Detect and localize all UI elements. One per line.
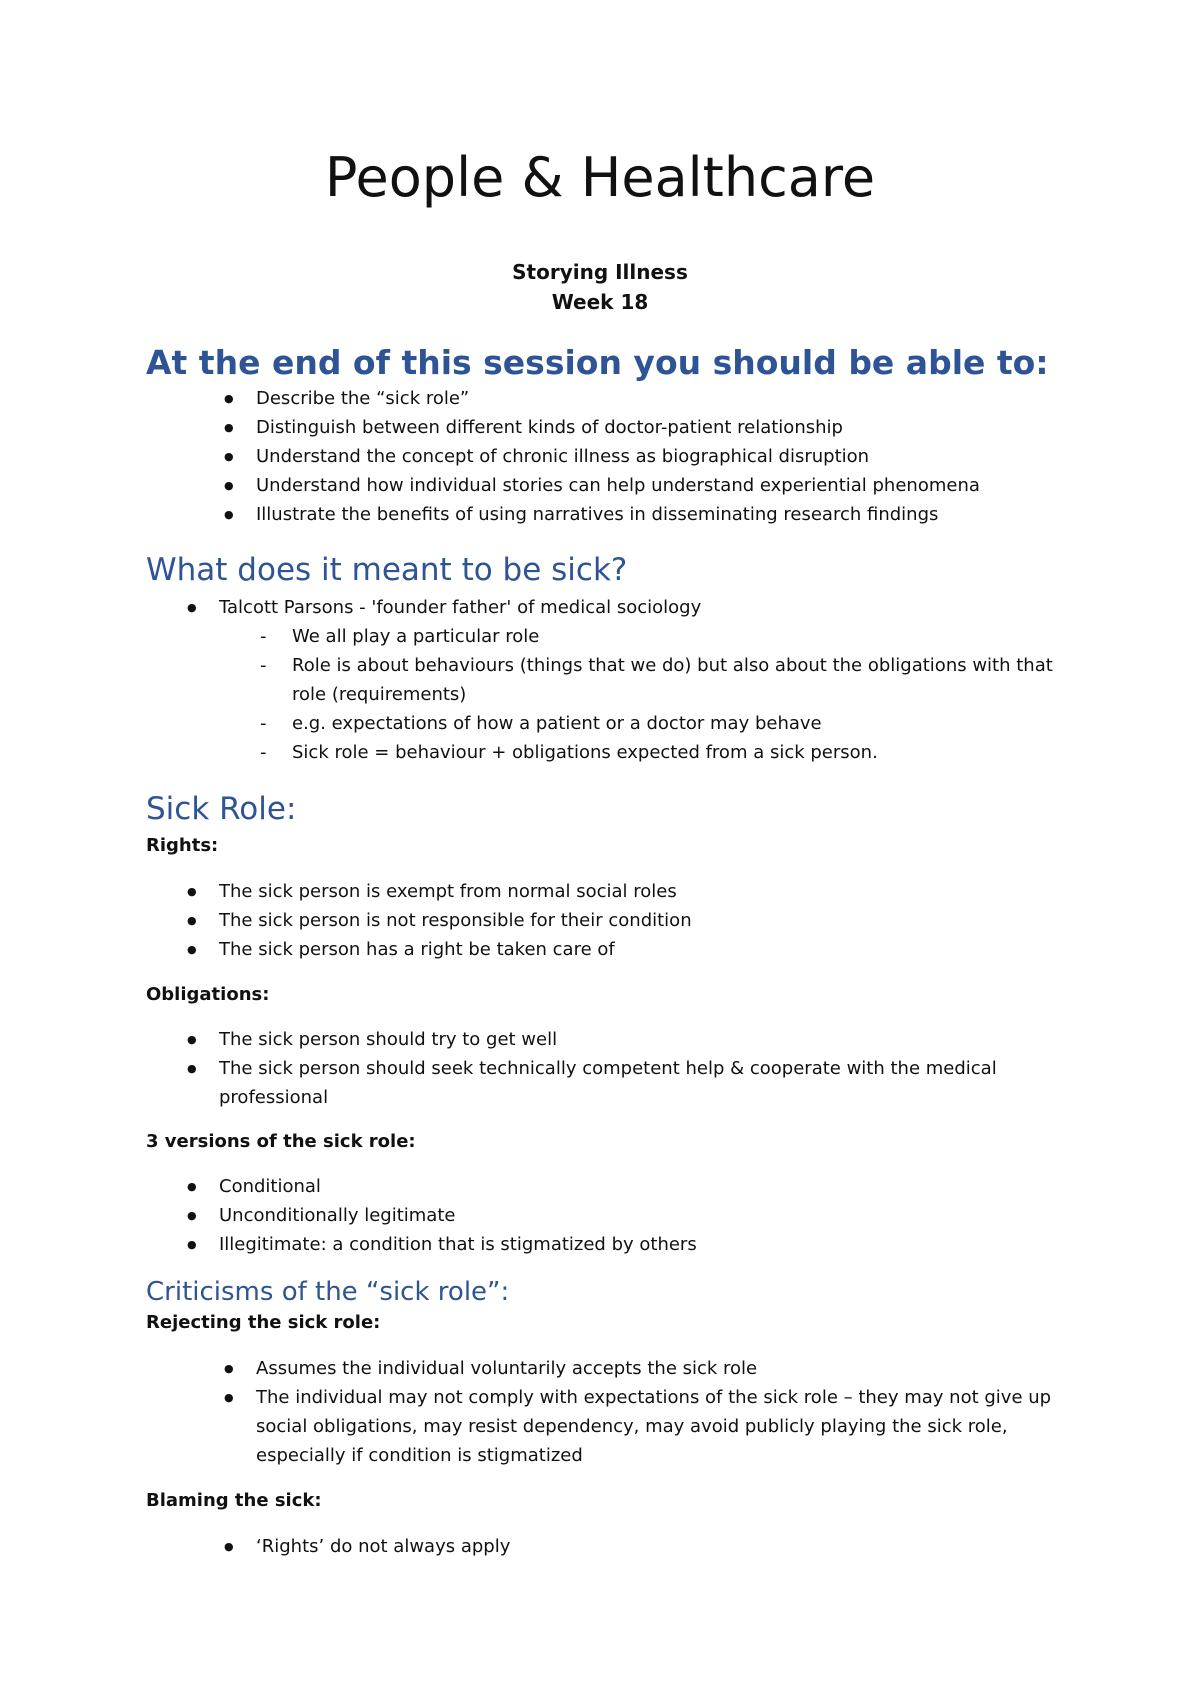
sick-meaning-sublist xyxy=(292,622,1072,767)
list-item: ● The sick person has a right be taken care of xyxy=(219,935,1049,964)
document-title: People & Healthcare xyxy=(324,146,876,209)
rejecting-label: Rejecting the sick role: xyxy=(146,1312,381,1333)
objectives-heading: At the end of this session you should be able to: xyxy=(146,343,1049,382)
list-item: ● Talcott Parsons - 'founder father' of medical sociology xyxy=(219,593,1059,622)
list-item: ● Assumes the individual voluntarily accepts the sick role xyxy=(256,1354,1056,1383)
sick-meaning-list xyxy=(219,593,1059,622)
list-item: ● Understand the concept of chronic illness as biographical disruption xyxy=(256,442,1056,471)
list-item: - Sick role = behaviour + obligations expected from a sick person. xyxy=(292,738,1072,767)
list-item: ● ‘Rights’ do not always apply xyxy=(256,1532,1056,1561)
list-item: ● Conditional xyxy=(219,1172,1049,1201)
obligations-label: Obligations: xyxy=(146,984,270,1005)
sick-meaning-heading: What does it meant to be sick? xyxy=(146,552,628,588)
rejecting-list xyxy=(256,1354,1056,1470)
document-subtitle: Storying Illness xyxy=(512,260,688,284)
criticisms-heading: Criticisms of the “sick role”: xyxy=(146,1277,510,1307)
list-item: ● The sick person should try to get well xyxy=(219,1025,1049,1054)
list-item: ● Illustrate the benefits of using narratives in disseminating research findings xyxy=(256,500,1056,529)
obligations-list xyxy=(219,1025,1049,1112)
blaming-label: Blaming the sick: xyxy=(146,1490,322,1511)
week-label: Week 18 xyxy=(551,290,649,314)
rights-label: Rights: xyxy=(146,835,219,856)
versions-list xyxy=(219,1172,1049,1259)
list-item: ● Understand how individual stories can help understand experiential phenomena xyxy=(256,471,1056,500)
objectives-list xyxy=(256,384,1056,529)
list-item: ● The sick person should seek technically competent help & cooperate with the medical professional xyxy=(219,1054,1049,1112)
list-item: ● Distinguish between different kinds of doctor-patient relationship xyxy=(256,413,1056,442)
list-item: ● Unconditionally legitimate xyxy=(219,1201,1049,1230)
list-item: - We all play a particular role xyxy=(292,622,1072,651)
blaming-list xyxy=(256,1532,1056,1561)
versions-label: 3 versions of the sick role: xyxy=(146,1131,416,1152)
list-item: ● The individual may not comply with expectations of the sick role – they may not give up social obligations, may resist dependency, may avoid publicly playing the sick role, especially if condition is stigmatized xyxy=(256,1383,1056,1470)
rights-list xyxy=(219,877,1049,964)
list-item: ● Describe the “sick role” xyxy=(256,384,1056,413)
list-item: - Role is about behaviours (things that we do) but also about the obligations with that role (requirements) xyxy=(292,651,1072,709)
sick-role-heading: Sick Role: xyxy=(146,791,297,827)
list-item: ● The sick person is not responsible for their condition xyxy=(219,906,1049,935)
list-item: ● Illegitimate: a condition that is stigmatized by others xyxy=(219,1230,1049,1259)
list-item: - e.g. expectations of how a patient or a doctor may behave xyxy=(292,709,1072,738)
list-item: ● The sick person is exempt from normal social roles xyxy=(219,877,1049,906)
